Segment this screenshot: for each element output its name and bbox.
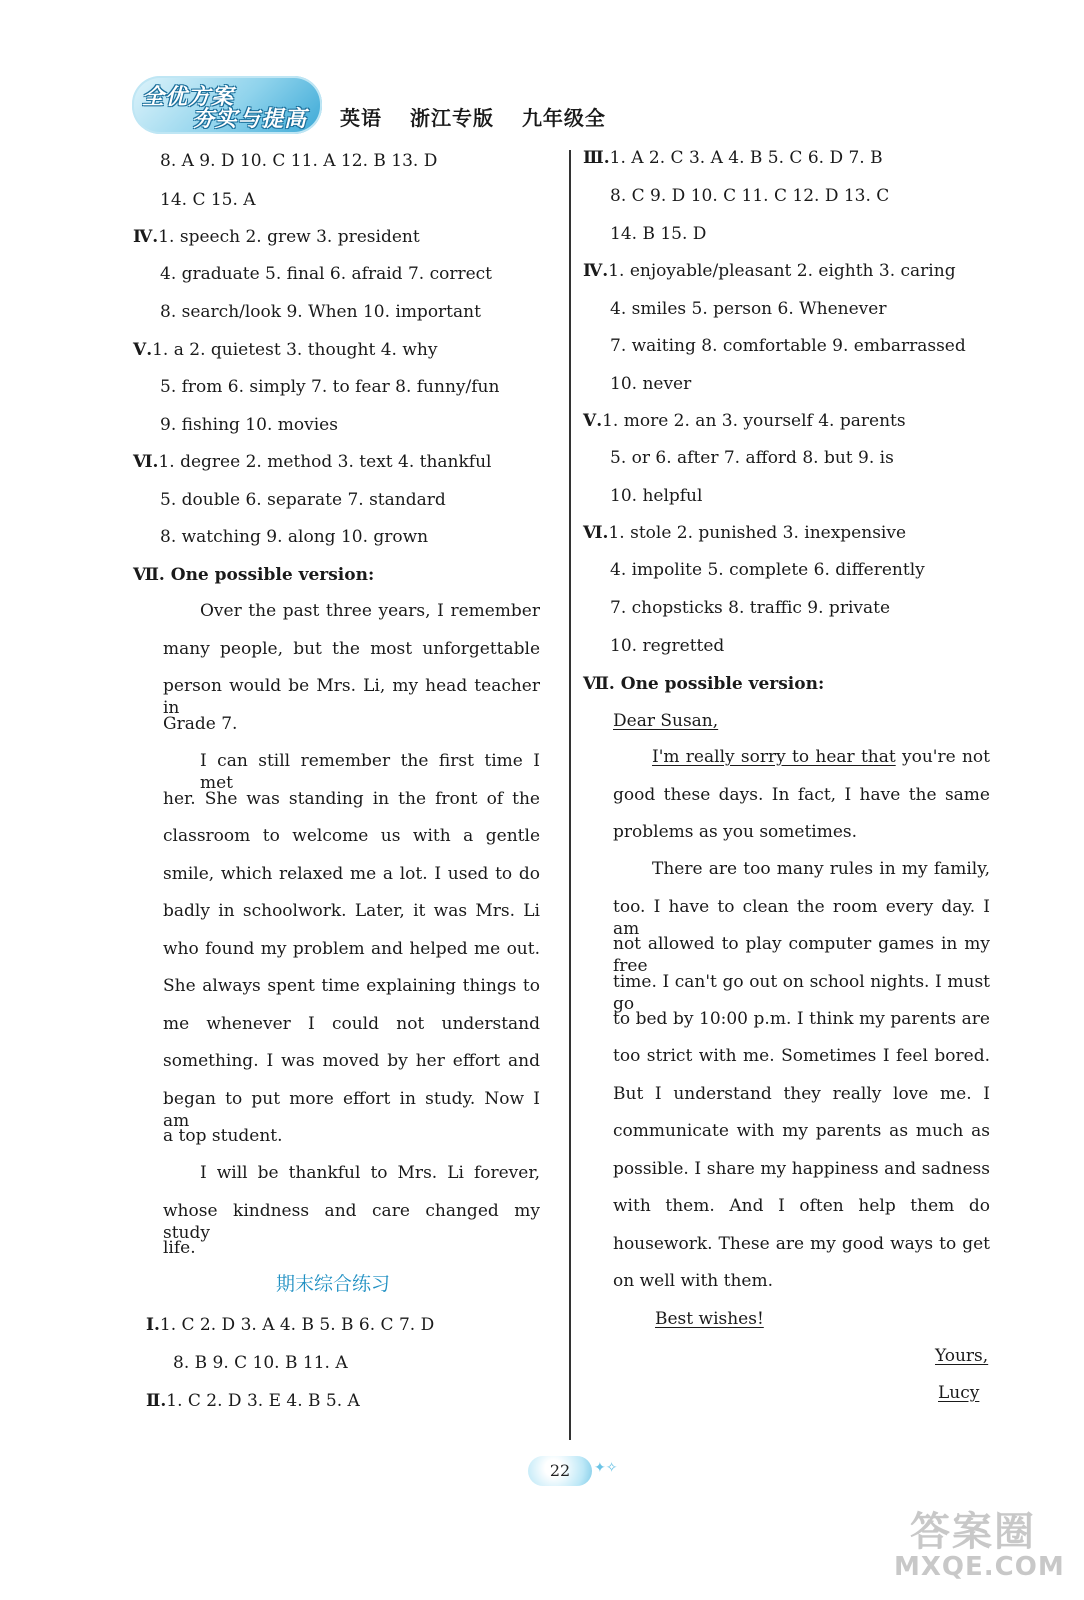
- right-answer-line: 7. waiting 8. comfortable 9. embarrassed: [610, 336, 966, 356]
- right-section-iv: [583, 260, 956, 282]
- essay-line: classroom to welcome us with a gentle: [163, 826, 540, 846]
- essay-line: life.: [163, 1238, 196, 1258]
- letter-line: too strict with me. Sometimes I feel bored.: [613, 1046, 990, 1066]
- letter-line: housework. These are my good ways to get: [613, 1234, 990, 1254]
- section-label: Ⅴ.: [583, 411, 603, 431]
- letter-line: possible. I share my happiness and sadness: [613, 1159, 990, 1179]
- letter-salutation: Dear Susan,: [613, 711, 719, 731]
- page-footer: [528, 1452, 628, 1492]
- answer-text: 1. C 2. D 3. E 4. B 5. A: [166, 1391, 360, 1411]
- section-title: 期末综合练习: [276, 1273, 391, 1295]
- essay-line: a top student.: [163, 1126, 283, 1146]
- letter-line: too. I have to clean the room every day. I am: [613, 897, 990, 939]
- section-label: Ⅵ.: [133, 452, 159, 472]
- letter-line: not allowed to play computer games in my free: [613, 934, 990, 976]
- right-answer-line: 10. never: [610, 374, 692, 394]
- left-section-vi: [133, 451, 491, 473]
- essay-line: her. She was standing in the front of the: [163, 789, 540, 809]
- section-label: Ⅲ.: [583, 148, 610, 168]
- letter-text: you're not: [895, 747, 990, 767]
- column-divider: [569, 150, 571, 1440]
- right-answer-line: 10. regretted: [610, 636, 725, 656]
- letter-line: But I understand they really love me. I: [613, 1084, 990, 1104]
- answer-text: 1. a 2. quietest 3. thought 4. why: [152, 340, 438, 360]
- letter-line: time. I can't go out on school nights. I must go: [613, 972, 990, 1014]
- left-answer-line: 8. B 9. C 10. B 11. A: [173, 1353, 348, 1373]
- essay-line: who found my problem and helped me out.: [163, 939, 540, 959]
- essay-line: began to put more effort in study. Now I am: [163, 1089, 540, 1131]
- section-label: Ⅳ.: [583, 261, 609, 281]
- watermark-line1: 答案圈: [910, 1509, 1036, 1555]
- watermark-line2: MXQE.COM: [894, 1552, 1065, 1582]
- left-answer-line: 5. from 6. simply 7. to fear 8. funny/fun: [160, 377, 500, 397]
- left-answer-line: 9. fishing 10. movies: [160, 415, 338, 435]
- left-answer-line: 8. search/look 9. When 10. important: [160, 302, 481, 322]
- right-answer-line: 8. C 9. D 10. C 11. C 12. D 13. C: [610, 186, 890, 206]
- right-answer-line: 4. smiles 5. person 6. Whenever: [610, 299, 887, 319]
- right-answer-line: 5. or 6. after 7. afford 8. but 9. is: [610, 448, 894, 468]
- page-header: [132, 76, 632, 140]
- answer-text: 1. more 2. an 3. yourself 4. parents: [602, 411, 906, 431]
- answer-text: 1. A 2. C 3. A 4. B 5. C 6. D 7. B: [609, 148, 883, 168]
- essay-line: She always spent time explaining things to: [163, 976, 540, 996]
- answer-text: 1. stole 2. punished 3. inexpensive: [608, 523, 907, 543]
- letter-line: to bed by 10:00 p.m. I think my parents are: [613, 1009, 990, 1029]
- section-label: Ⅱ.: [146, 1391, 167, 1411]
- letter-line: communicate with my parents as much as: [613, 1121, 990, 1141]
- header-subject: 英语: [340, 106, 382, 130]
- section-label: Ⅵ.: [583, 523, 609, 543]
- left-section-iv: [133, 226, 420, 248]
- right-answer-line: 7. chopsticks 8. traffic 9. private: [610, 598, 891, 618]
- letter-line: good these days. In fact, I have the same: [613, 785, 990, 805]
- logo-line1: 全优方案: [142, 85, 235, 110]
- right-section-vi: [583, 522, 906, 544]
- right-section-v: [583, 410, 906, 432]
- left-answer-line: 8. watching 9. along 10. grown: [160, 527, 429, 547]
- left-answer-line: 4. graduate 5. final 6. afraid 7. correct: [160, 264, 492, 284]
- letter-underlined-phrase: I'm really sorry to hear that: [652, 747, 896, 767]
- left-section-ii: [146, 1390, 360, 1412]
- answer-text: 1. degree 2. method 3. text 4. thankful: [158, 452, 492, 472]
- left-section-vii-label: Ⅶ. One possible version:: [133, 565, 375, 585]
- right-answer-line: 4. impolite 5. complete 6. differently: [610, 560, 925, 580]
- essay-line: I will be thankful to Mrs. Li forever,: [200, 1163, 540, 1183]
- right-section-iii: [583, 147, 883, 169]
- letter-line: [652, 746, 990, 768]
- letter-line: on well with them.: [613, 1271, 774, 1291]
- letter-signature: Lucy: [938, 1383, 980, 1403]
- essay-line: I can still remember the first time I met: [200, 751, 540, 793]
- right-answer-line: 10. helpful: [610, 486, 703, 506]
- left-section-i: [146, 1314, 434, 1336]
- header-title: [340, 102, 626, 131]
- page-number: 22: [528, 1456, 592, 1486]
- section-label: Ⅴ.: [133, 340, 153, 360]
- essay-line: me whenever I could not understand: [163, 1014, 540, 1034]
- answer-text: 1. enjoyable/pleasant 2. eighth 3. caring: [608, 261, 956, 281]
- brand-logo: [132, 76, 322, 134]
- header-grade: 九年级全: [521, 106, 606, 130]
- right-answer-line: 14. B 15. D: [610, 224, 707, 244]
- essay-line: smile, which relaxed me a lot. I used to do: [163, 864, 540, 884]
- essay-line: Over the past three years, I remember: [200, 601, 540, 621]
- left-answer-line: 14. C 15. A: [160, 190, 256, 210]
- section-label: Ⅳ.: [133, 227, 159, 247]
- letter-closing: Best wishes!: [655, 1309, 764, 1329]
- left-answer-line: 8. A 9. D 10. C 11. A 12. B 13. D: [160, 151, 438, 171]
- section-label: Ⅰ.: [146, 1315, 160, 1335]
- letter-yours: Yours,: [935, 1346, 989, 1366]
- letter-line: There are too many rules in my family,: [652, 859, 990, 879]
- letter-line: with them. And I often help them do: [613, 1196, 990, 1216]
- answer-text: 1. C 2. D 3. A 4. B 5. B 6. C 7. D: [159, 1315, 435, 1335]
- essay-line: person would be Mrs. Li, my head teacher in: [163, 676, 540, 718]
- essay-line: many people, but the most unforgettable: [163, 639, 540, 659]
- essay-line: something. I was moved by her effort and: [163, 1051, 540, 1071]
- answer-text: 1. speech 2. grew 3. president: [158, 227, 420, 247]
- essay-line: Grade 7.: [163, 714, 238, 734]
- left-answer-line: 5. double 6. separate 7. standard: [160, 490, 446, 510]
- letter-line: problems as you sometimes.: [613, 822, 858, 842]
- watermark-logo: [890, 1500, 1070, 1590]
- essay-line: whose kindness and care changed my study: [163, 1201, 540, 1243]
- right-section-vii-label: Ⅶ. One possible version:: [583, 674, 825, 694]
- sparkle-icon: ✦✧: [594, 1460, 618, 1476]
- essay-line: badly in schoolwork. Later, it was Mrs. Li: [163, 901, 540, 921]
- logo-line2: 夯实与提高: [192, 107, 308, 132]
- header-edition: 浙江专版: [409, 106, 494, 130]
- left-section-v: [133, 339, 437, 361]
